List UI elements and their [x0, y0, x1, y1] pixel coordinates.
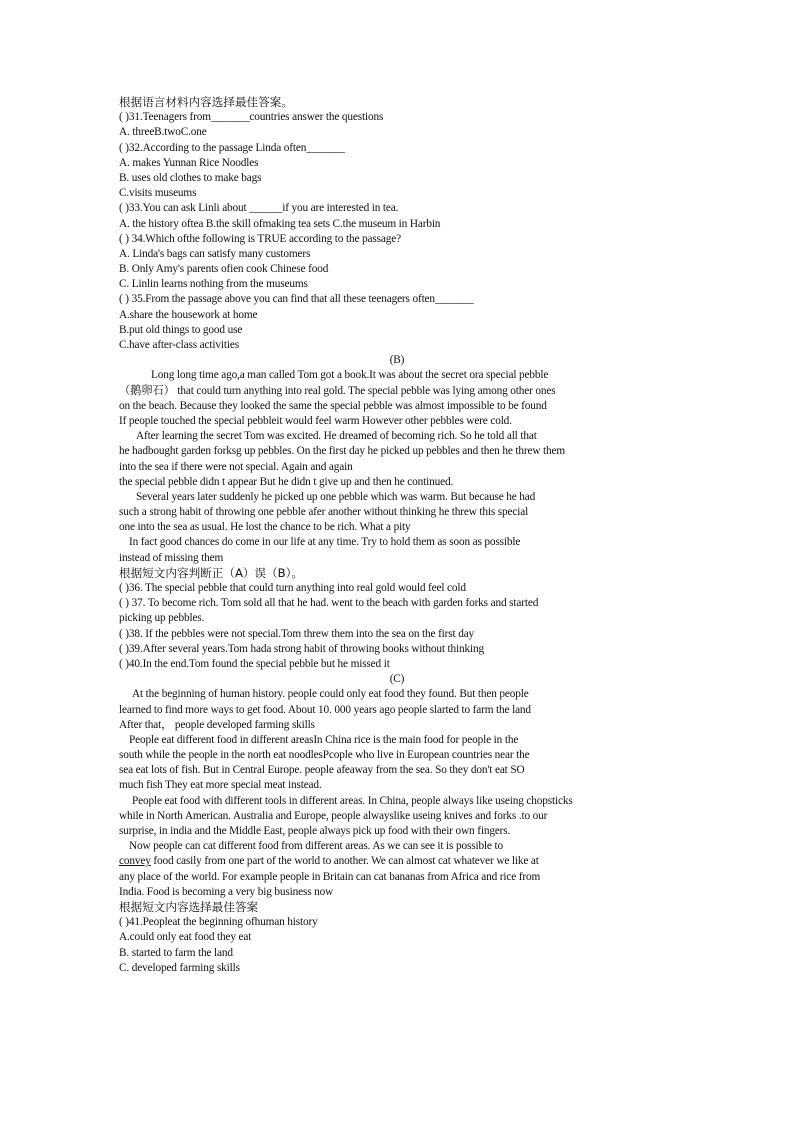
option-32-b: B. uses old clothes to make bags: [119, 171, 262, 184]
section-b-heading: (B): [389, 354, 405, 367]
passage-c-line: any place of the world. For example people in Britain can cat bananas from Africa and rice from: [119, 870, 541, 883]
options-31: A. threeB.twoC.one: [119, 126, 207, 139]
passage-c-line: India. Food is becoming a very big business now: [119, 885, 334, 898]
option-34-a: A. Linda's bags can satisfy many customers: [119, 247, 311, 260]
passage-c-line: surprise, in india and the Middle East, people always pick up food with their own fingers.: [119, 825, 511, 837]
passage-b-line: Several years later suddenly he picked up one pebble which was warm. But because he had: [136, 490, 536, 503]
question-39: ( )39.After several years.Tom hada strong habit of throwing books without thinking: [119, 642, 484, 655]
option-41-c: C. developed farming skills: [119, 961, 240, 974]
passage-b-line: the special pebble didn t appear But he didn t give up and then he continued.: [119, 475, 454, 488]
passage-c-line: while in North American. Australia and Europe, people alwayslike useing knives and forks .to our: [119, 809, 548, 822]
passage-b-line: If people touched the special pebbleit would feel warm However other pebbles were cold.: [119, 414, 512, 427]
option-35-c: C.have after-class activities: [119, 339, 239, 351]
passage-c-line-convey: [119, 854, 679, 869]
option-41-a: A.could only eat food they eat: [119, 931, 252, 944]
option-35-b: B.put old things to good use: [119, 323, 243, 336]
question-34: ( ) 34.Which ofthe following is TRUE according to the passage?: [119, 232, 401, 245]
option-32-a: A. makes Yunnan Rice Noodles: [119, 156, 259, 169]
underlined-word: convey: [119, 855, 151, 868]
question-41: ( )41.Peopleat the beginning ofhuman history: [119, 916, 318, 929]
passage-c-line: After that， people developed farming skills: [119, 718, 315, 731]
passage-b-line: instead of missing them: [119, 551, 224, 564]
passage-b-line: （鹅卵石） that could turn anything into real gold. The special pebble was lying among other ones: [119, 384, 556, 397]
option-34-c: C. Linlin learns nothing from the museums: [119, 278, 308, 291]
question-33: ( )33.You can ask Linli about ______if you are interested in tea.: [119, 202, 399, 215]
passage-b-line: into the sea if there were not special. Again and again: [119, 460, 353, 473]
passage-b-line: such a strong habit of throwing one pebble afer another without thinking he threw this special: [119, 506, 529, 519]
passage-c-line-rest: food casily from one part of the world to another. We can almost cat whatever we like at: [150, 855, 539, 868]
passage-c-line: At the beginning of human history. people could only eat food they found. But then people: [132, 688, 529, 701]
option-41-b: B. started to farm the land: [119, 946, 233, 959]
section-b-instruction: 根据短文内容判断正（A）误（B）。: [119, 565, 303, 580]
section-c-heading: (C): [389, 673, 405, 686]
question-37-cont: picking up pebbles.: [119, 612, 205, 625]
passage-b-line: one into the sea as usual. He lost the chance to be rich. What a pity: [119, 521, 411, 534]
question-32: ( )32.According to the passage Linda often_______: [119, 141, 345, 154]
option-35-a: A.share the housework at home: [119, 308, 258, 321]
section-c-instruction: 根据短文内容选择最佳答案: [119, 899, 259, 914]
option-34-b: B. Only Amy's parents ofien cook Chinese food: [119, 263, 329, 276]
passage-c-line: learned to find more ways to get food. About 10. 000 years ago people slarted to farm the land: [119, 703, 531, 716]
passage-b-line: After learning the secret Tom was excited. He dreamed of becoming rich. So he told all that: [136, 430, 537, 443]
question-40: ( )40.In the end.Tom found the special pebble but he missed it: [119, 657, 390, 670]
worksheet-content: [119, 95, 679, 976]
option-32-c: C.visits museums: [119, 187, 197, 200]
passage-c-line: much fish They eat more special meat instead.: [119, 779, 322, 792]
question-37: ( ) 37. To become rich. Tom sold all that he had. went to the beach with garden forks and started: [119, 597, 539, 610]
question-31: ( )31.Teenagers from_______countries answer the questions: [119, 111, 384, 124]
question-38: ( )38. If the pebbles were not special.Tom threw them into the sea on the first day: [119, 627, 475, 640]
passage-b-line: he hadbought garden forksg up pebbles. On the first day he picked up pebbles and then he threw them: [119, 445, 566, 458]
section-instruction: 根据语言材料内容选择最佳答案。: [119, 95, 293, 109]
passage-c-line: People eat food with different tools in different areas. In China, people always like useing chopsticks: [132, 794, 573, 807]
passage-b-line: Long long time ago,a man called Tom got a book.It was about the secret ora special pebble: [151, 369, 549, 382]
question-35: ( ) 35.From the passage above you can find that all these teenagers often_______: [119, 293, 474, 306]
passage-c-line: Now people can cat different food from different areas. As we can see it is possible to: [129, 840, 503, 853]
passage-c-line: People eat different food in different areasIn China rice is the main food for people in the: [129, 733, 519, 746]
options-33: A. the history oftea B.the skill ofmaking tea sets C.the museum in Harbin: [119, 217, 441, 230]
passage-c-line: sea eat lots of fish. But in Central Europe. people afeaway from the sea. So they don't eat SO: [119, 764, 525, 777]
passage-b-line: In fact good chances do come in our life at any time. Try to hold them as soon as possible: [129, 536, 521, 549]
passage-c-line: south while the people in the north eat noodlesPcople who live in European countries near the: [119, 749, 530, 762]
passage-b-line: on the beach. Because they looked the same the special pebble was almost impossible to be found: [119, 399, 547, 412]
question-36: ( )36. The special pebble that could turn anything into real gold would feel cold: [119, 582, 466, 594]
